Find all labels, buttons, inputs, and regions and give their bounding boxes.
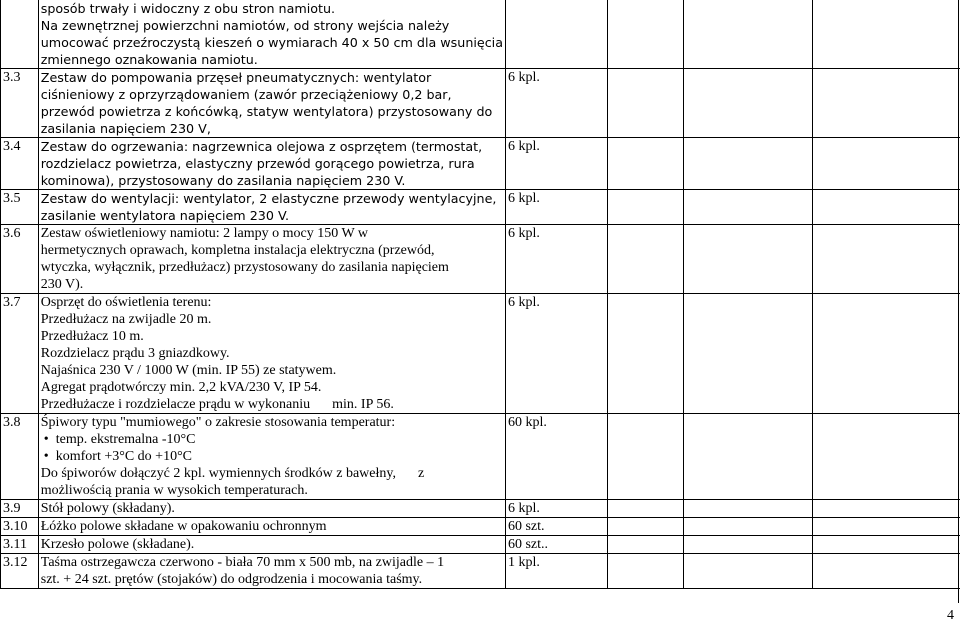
continuation-line: zmiennego oznakowania namiotu. (40, 52, 258, 67)
item-quantity: 60 szt. (505, 518, 607, 536)
item-description-line: hermetycznych oprawach, kompletna instalacja elektryczna (przewód, (40, 243, 435, 258)
bullet-item: • komfort +3°C do +10°C (41, 448, 503, 465)
item-description-line: Łóżko polowe składane w opakowaniu ochronnym (40, 519, 327, 534)
item-quantity: 6 kpl. (505, 225, 607, 294)
table-row (1, 225, 960, 294)
item-description-line: Przedłużacz na zwijadle 20 m. (40, 312, 212, 327)
table-right-border (958, 0, 959, 603)
item-number: 3.9 (1, 500, 39, 518)
item-quantity: 6 kpl. (505, 69, 607, 138)
item-description-line (41, 396, 503, 413)
item-quantity: 60 szt.. (505, 536, 607, 554)
item-quantity: 6 kpl. (505, 138, 607, 190)
item-description-line: ciśnieniowy z oprzyrządowaniem (zawór przeciążeniowy 0,2 bar, (40, 87, 452, 102)
item-number: 3.12 (1, 554, 39, 589)
item-number: 3.8 (1, 414, 39, 500)
table-row (1, 500, 960, 518)
continuation-line: sposób trwały i widoczny z obu stron namiotu. (40, 1, 336, 16)
item-quantity: 60 kpl. (505, 414, 607, 500)
bullet-item: • temp. ekstremalna -10°C (41, 431, 503, 448)
item-description-line: Zestaw do ogrzewania: nagrzewnica olejowa z osprzętem (termostat, (40, 139, 483, 154)
description-part: Do śpiworów dołączyć 2 kpl. wymiennych środków z bawełny, (40, 466, 396, 481)
continuation-line: Na zewnętrznej powierzchni namiotów, od strony wejścia należy (40, 18, 450, 33)
item-quantity: 6 kpl. (505, 500, 607, 518)
item-description-line: Zestaw oświetleniowy namiotu: 2 lampy o mocy 150 W w (40, 226, 369, 241)
table-row (1, 414, 960, 500)
item-number: 3.7 (1, 294, 39, 414)
item-description-line: Przedłużacz 10 m. (40, 329, 144, 344)
item-description-line: zasilania napięciem 230 V, (40, 121, 211, 136)
table-row (1, 518, 960, 536)
item-number: 3.6 (1, 225, 39, 294)
item-description-line: Zestaw do pompowania przęseł pneumatycznych: wentylator (40, 70, 432, 85)
table-row (1, 190, 960, 225)
description-part: min. IP 56. (332, 397, 394, 412)
item-number: 3.10 (1, 518, 39, 536)
item-description-line: Zestaw do wentylacji: wentylator, 2 elastyczne przewody wentylacyjne, (40, 191, 497, 206)
item-description-line: Śpiwory typu "mumiowego" o zakresie stosowania temperatur: (40, 415, 396, 430)
continuation-line: umocować przeźroczystą kieszeń o wymiarach 40 x 50 cm dla wsunięcia (40, 35, 503, 50)
item-description-line (41, 465, 503, 482)
table-row (1, 554, 960, 589)
item-quantity: 6 kpl. (505, 294, 607, 414)
item-description-line: Najaśnica 230 V / 1000 W (min. IP 55) ze statywem. (40, 363, 337, 378)
item-number: 3.11 (1, 536, 39, 554)
item-description-line: Agregat prądotwórczy min. 2,2 kVA/230 V, IP 54. (40, 380, 322, 395)
item-description-line: 230 V). (40, 277, 84, 292)
item-description-line: Stół polowy (składany). (40, 501, 175, 516)
item-description-line: przewód powietrza z końcówką, statyw wentylatora) przystosowany do (40, 104, 493, 119)
page-number: 4 (947, 608, 954, 623)
item-quantity: 6 kpl. (505, 190, 607, 225)
table-row (1, 69, 960, 138)
item-description-line: rozdzielacz powietrza, elastyczny przewód gorącego powietrza, rura (40, 156, 475, 171)
table-row (1, 138, 960, 190)
item-description-line: kominowa), przystosowany do zasilania napięciem 230 V. (40, 173, 406, 188)
item-quantity: 1 kpl. (505, 554, 607, 589)
table-row (1, 536, 960, 554)
table-row (1, 294, 960, 414)
item-description-line: szt. + 24 szt. prętów (stojaków) do odgrodzenia i mocowania taśmy. (40, 572, 423, 587)
item-description-line: zasilanie wentylatora napięciem 230 V. (40, 208, 290, 223)
item-description-line: Krzesło polowe (składane). (40, 537, 195, 552)
table-row (1, 0, 960, 69)
item-description-line: wtyczka, wyłącznik, przedłużacz) przystosowany do zasilania napięciem (40, 260, 449, 275)
item-number: 3.3 (1, 69, 39, 138)
item-description-line: Taśma ostrzegawcza czerwono - biała 70 mm x 500 mb, na zwijadle – 1 (40, 555, 445, 570)
description-part: z (418, 466, 425, 481)
item-number: 3.4 (1, 138, 39, 190)
item-description-line: Osprzęt do oświetlenia terenu: (40, 295, 212, 310)
item-description-line: możliwością prania w wysokich temperaturach. (40, 483, 308, 498)
item-description-line: Rozdzielacz prądu 3 gniazdkowy. (40, 346, 230, 361)
description-part: Przedłużacze i rozdzielacze prądu w wykonaniu (40, 397, 311, 412)
item-number: 3.5 (1, 190, 39, 225)
